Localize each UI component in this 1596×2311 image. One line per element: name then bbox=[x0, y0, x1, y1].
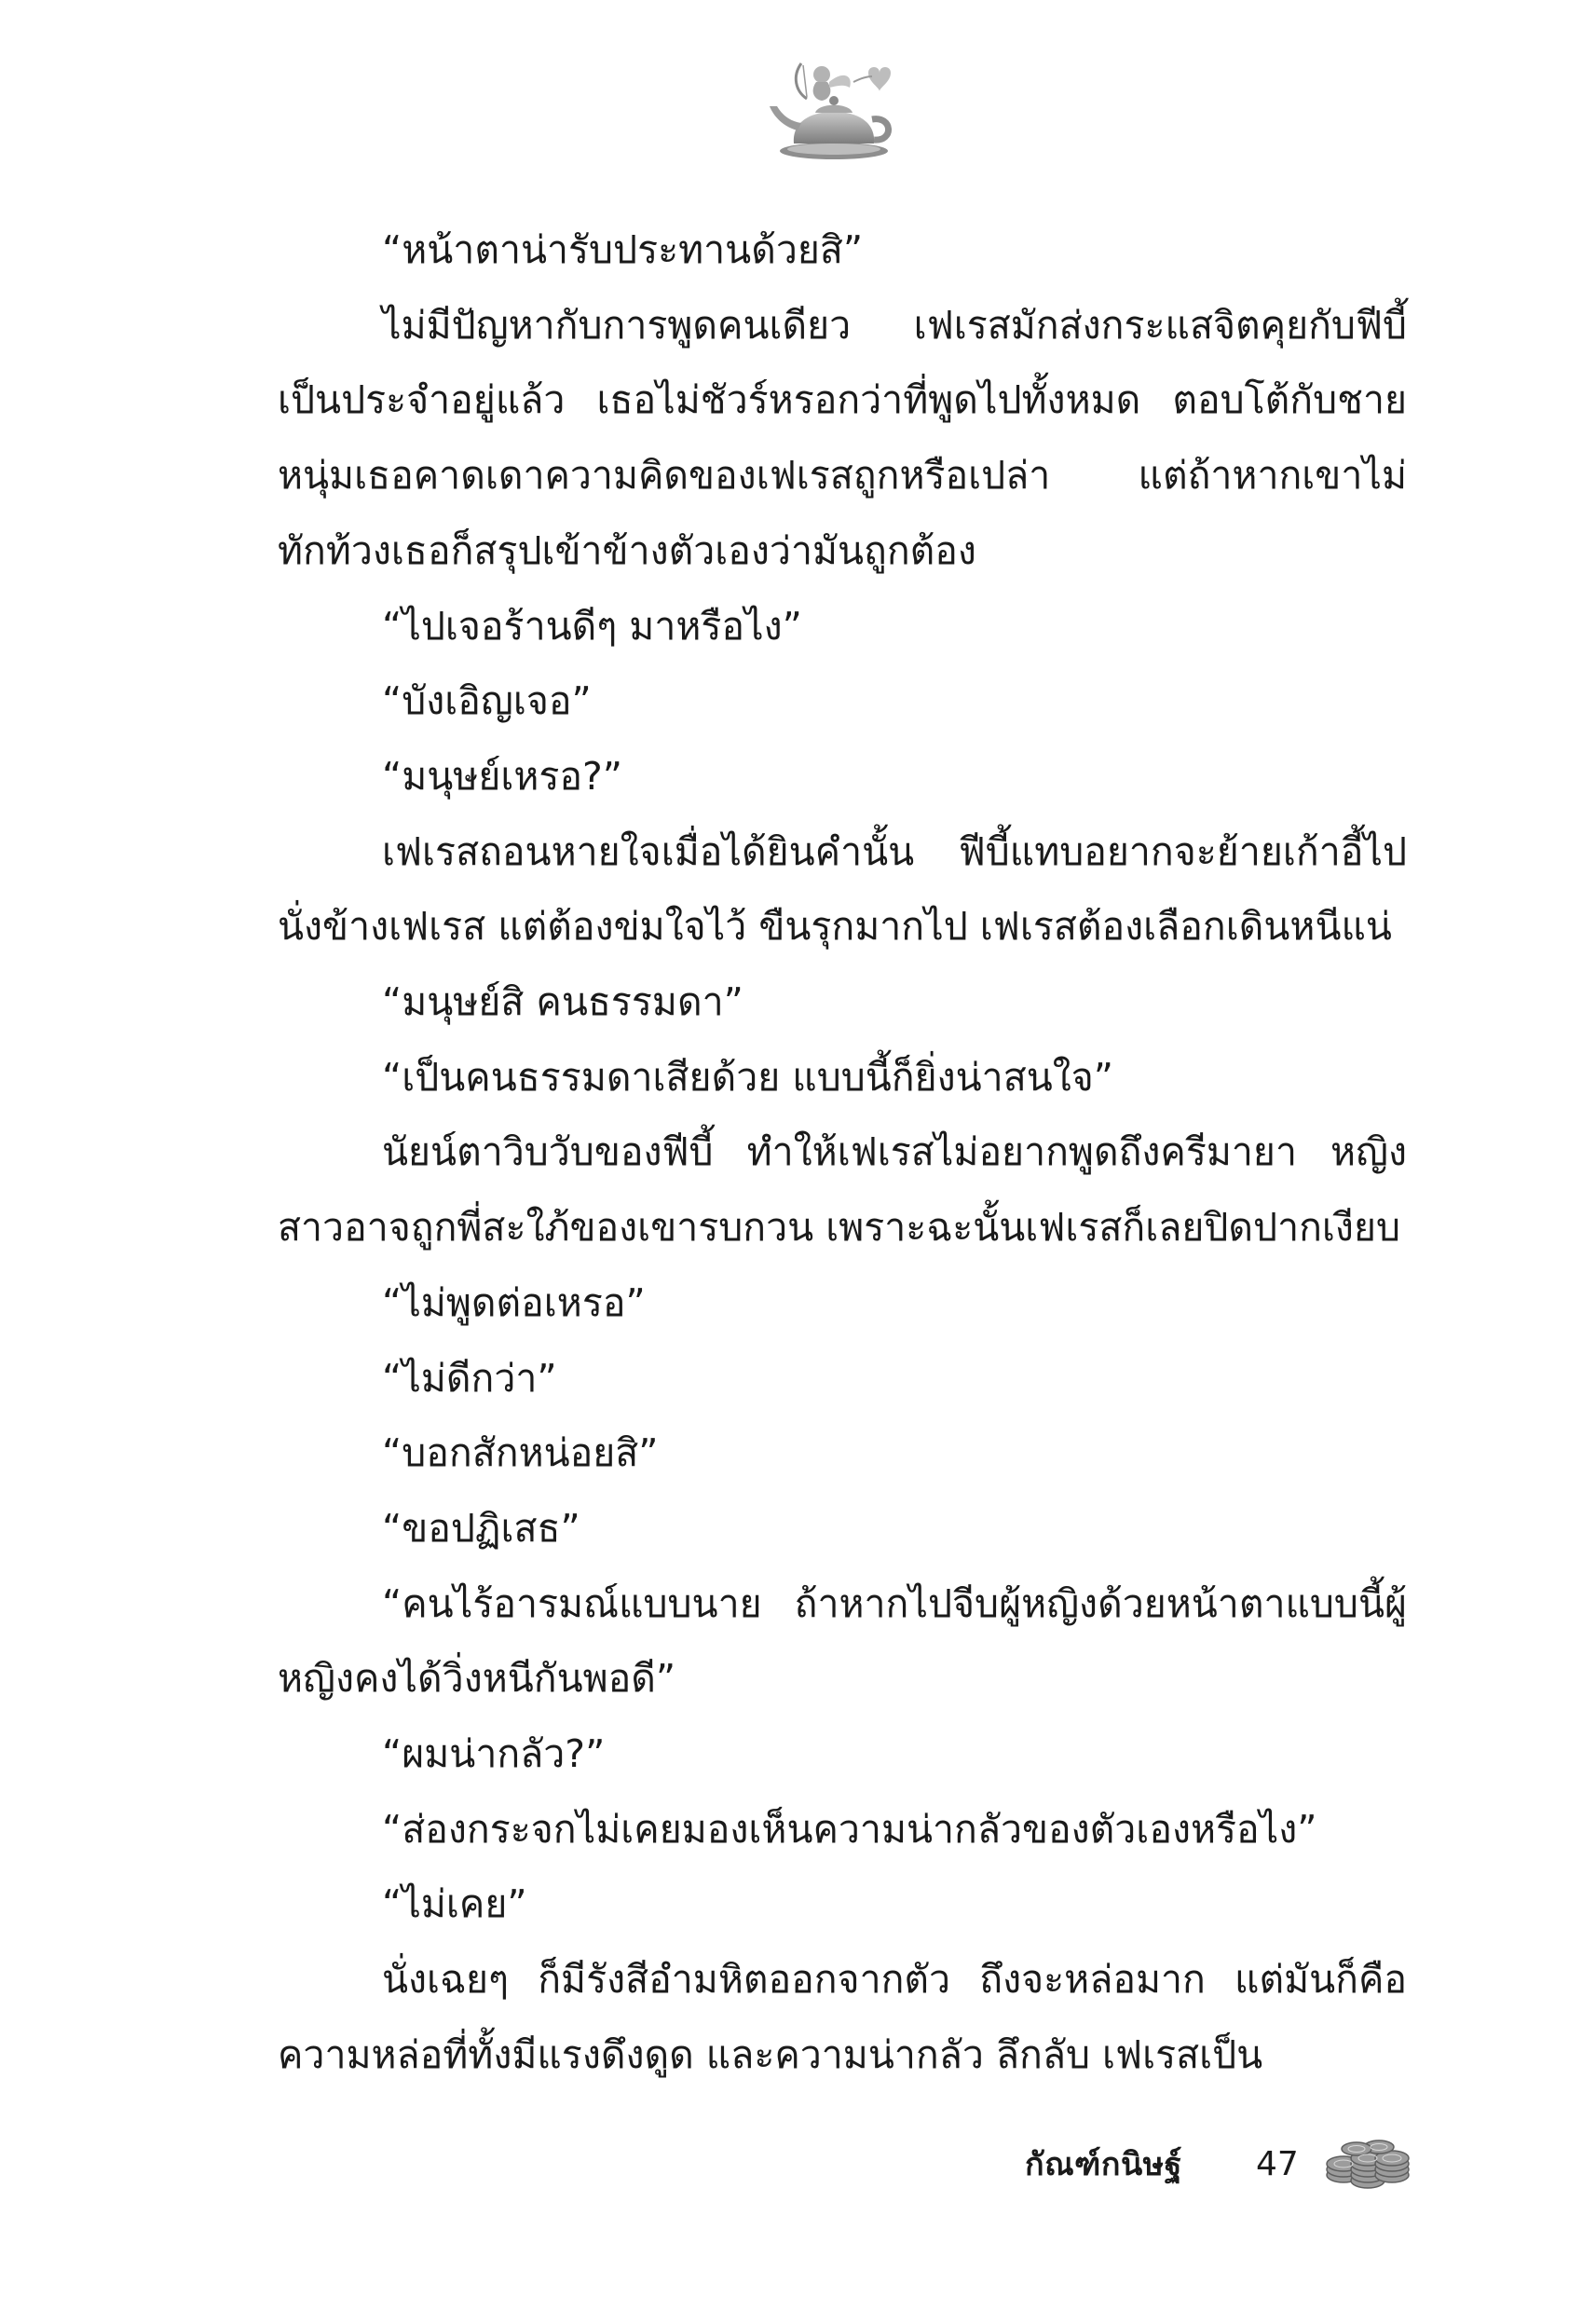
paragraph: นัยน์ตาวิบวับของฟีบี้ ทำให้เฟเรสไม่อยากพูดถึงครีมายา หญิงสาวอาจถูกพี่สะใภ้ของเขารบกวน เพราะฉะนั้นเฟเรสก็เลยปิดปากเงียบ bbox=[278, 1129, 1407, 1251]
page-number: 47 bbox=[1256, 2144, 1299, 2183]
paragraph: “ไม่พูดต่อเหรอ” bbox=[382, 1279, 646, 1325]
paragraph: ไม่มีปัญหากับการพูดคนเดียว เฟเรสมักส่งกระแสจิตคุยกับฟีบี้เป็นประจำอยู่แล้ว เธอไม่ชัวร์หรอกว่าที่พูดไปทั้งหมด ตอบโต้กับชายหนุ่มเธอคาดเดาความคิดของเฟเรสถูกหรือเปล่า แต่ถ้าหากเขาไม่ทักท้วงเธอก็สรุปเข้าข้างตัวเองว่ามันถูกต้อง bbox=[278, 302, 1407, 573]
paragraph: “ไปเจอร้านดีๆ มาหรือไง” bbox=[382, 603, 802, 649]
body-text bbox=[278, 212, 1407, 2093]
paragraph: “เป็นคนธรรมดาเสียด้วย แบบนี้ก็ยิ่งน่าสนใจ” bbox=[382, 1054, 1114, 1100]
stacked-coins-icon bbox=[1323, 2123, 1412, 2195]
paragraph: “มนุษย์สิ คนธรรมดา” bbox=[382, 979, 743, 1025]
paragraph: “ขอปฏิเสธ” bbox=[382, 1505, 580, 1551]
paragraph: “ไม่ดีกว่า” bbox=[382, 1355, 557, 1401]
paragraph: “บังเอิญเจอ” bbox=[382, 678, 592, 724]
paragraph: “บอกสักหน่อยสิ” bbox=[382, 1430, 659, 1476]
paragraph: “ผมน่ากลัว?” bbox=[382, 1731, 606, 1777]
paragraph: “หน้าตาน่ารับประทานด้วยสิ” bbox=[382, 227, 864, 272]
paragraph: “มนุษย์เหรอ?” bbox=[382, 753, 623, 799]
paragraph: “คนไร้อารมณ์แบบนาย ถ้าหากไปจีบผู้หญิงด้วยหน้าตาแบบนี้ผู้หญิงคงได้วิ่งหนีกันพอดี” bbox=[278, 1580, 1407, 1702]
paragraph: นั่งเฉยๆ ก็มีรังสีอำมหิตออกจากตัว ถึงจะหล่อมาก แต่มันก็คือความหล่อที่ทั้งมีแรงดึงดูด และความน่ากลัว ลึกลับ เฟเรสเป็น bbox=[278, 1957, 1407, 2077]
running-title: กัณฑ์กนิษฐ์ bbox=[1025, 2146, 1182, 2183]
cupid-teapot-ornament-icon bbox=[764, 54, 904, 164]
paragraph: “ส่องกระจกไม่เคยมองเห็นความน่ากลัวของตัวเองหรือไง” bbox=[382, 1806, 1317, 1852]
paragraph: “ไม่เคย” bbox=[382, 1881, 527, 1927]
paragraph: เฟเรสถอนหายใจเมื่อได้ยินคำนั้น ฟีบี้แทบอยากจะย้ายเก้าอี้ไปนั่งข้างเฟเรส แต่ต้องข่มใจไว้ ขืนรุกมากไป เฟเรสต้องเลือกเดินหนีแน่ bbox=[278, 828, 1407, 950]
